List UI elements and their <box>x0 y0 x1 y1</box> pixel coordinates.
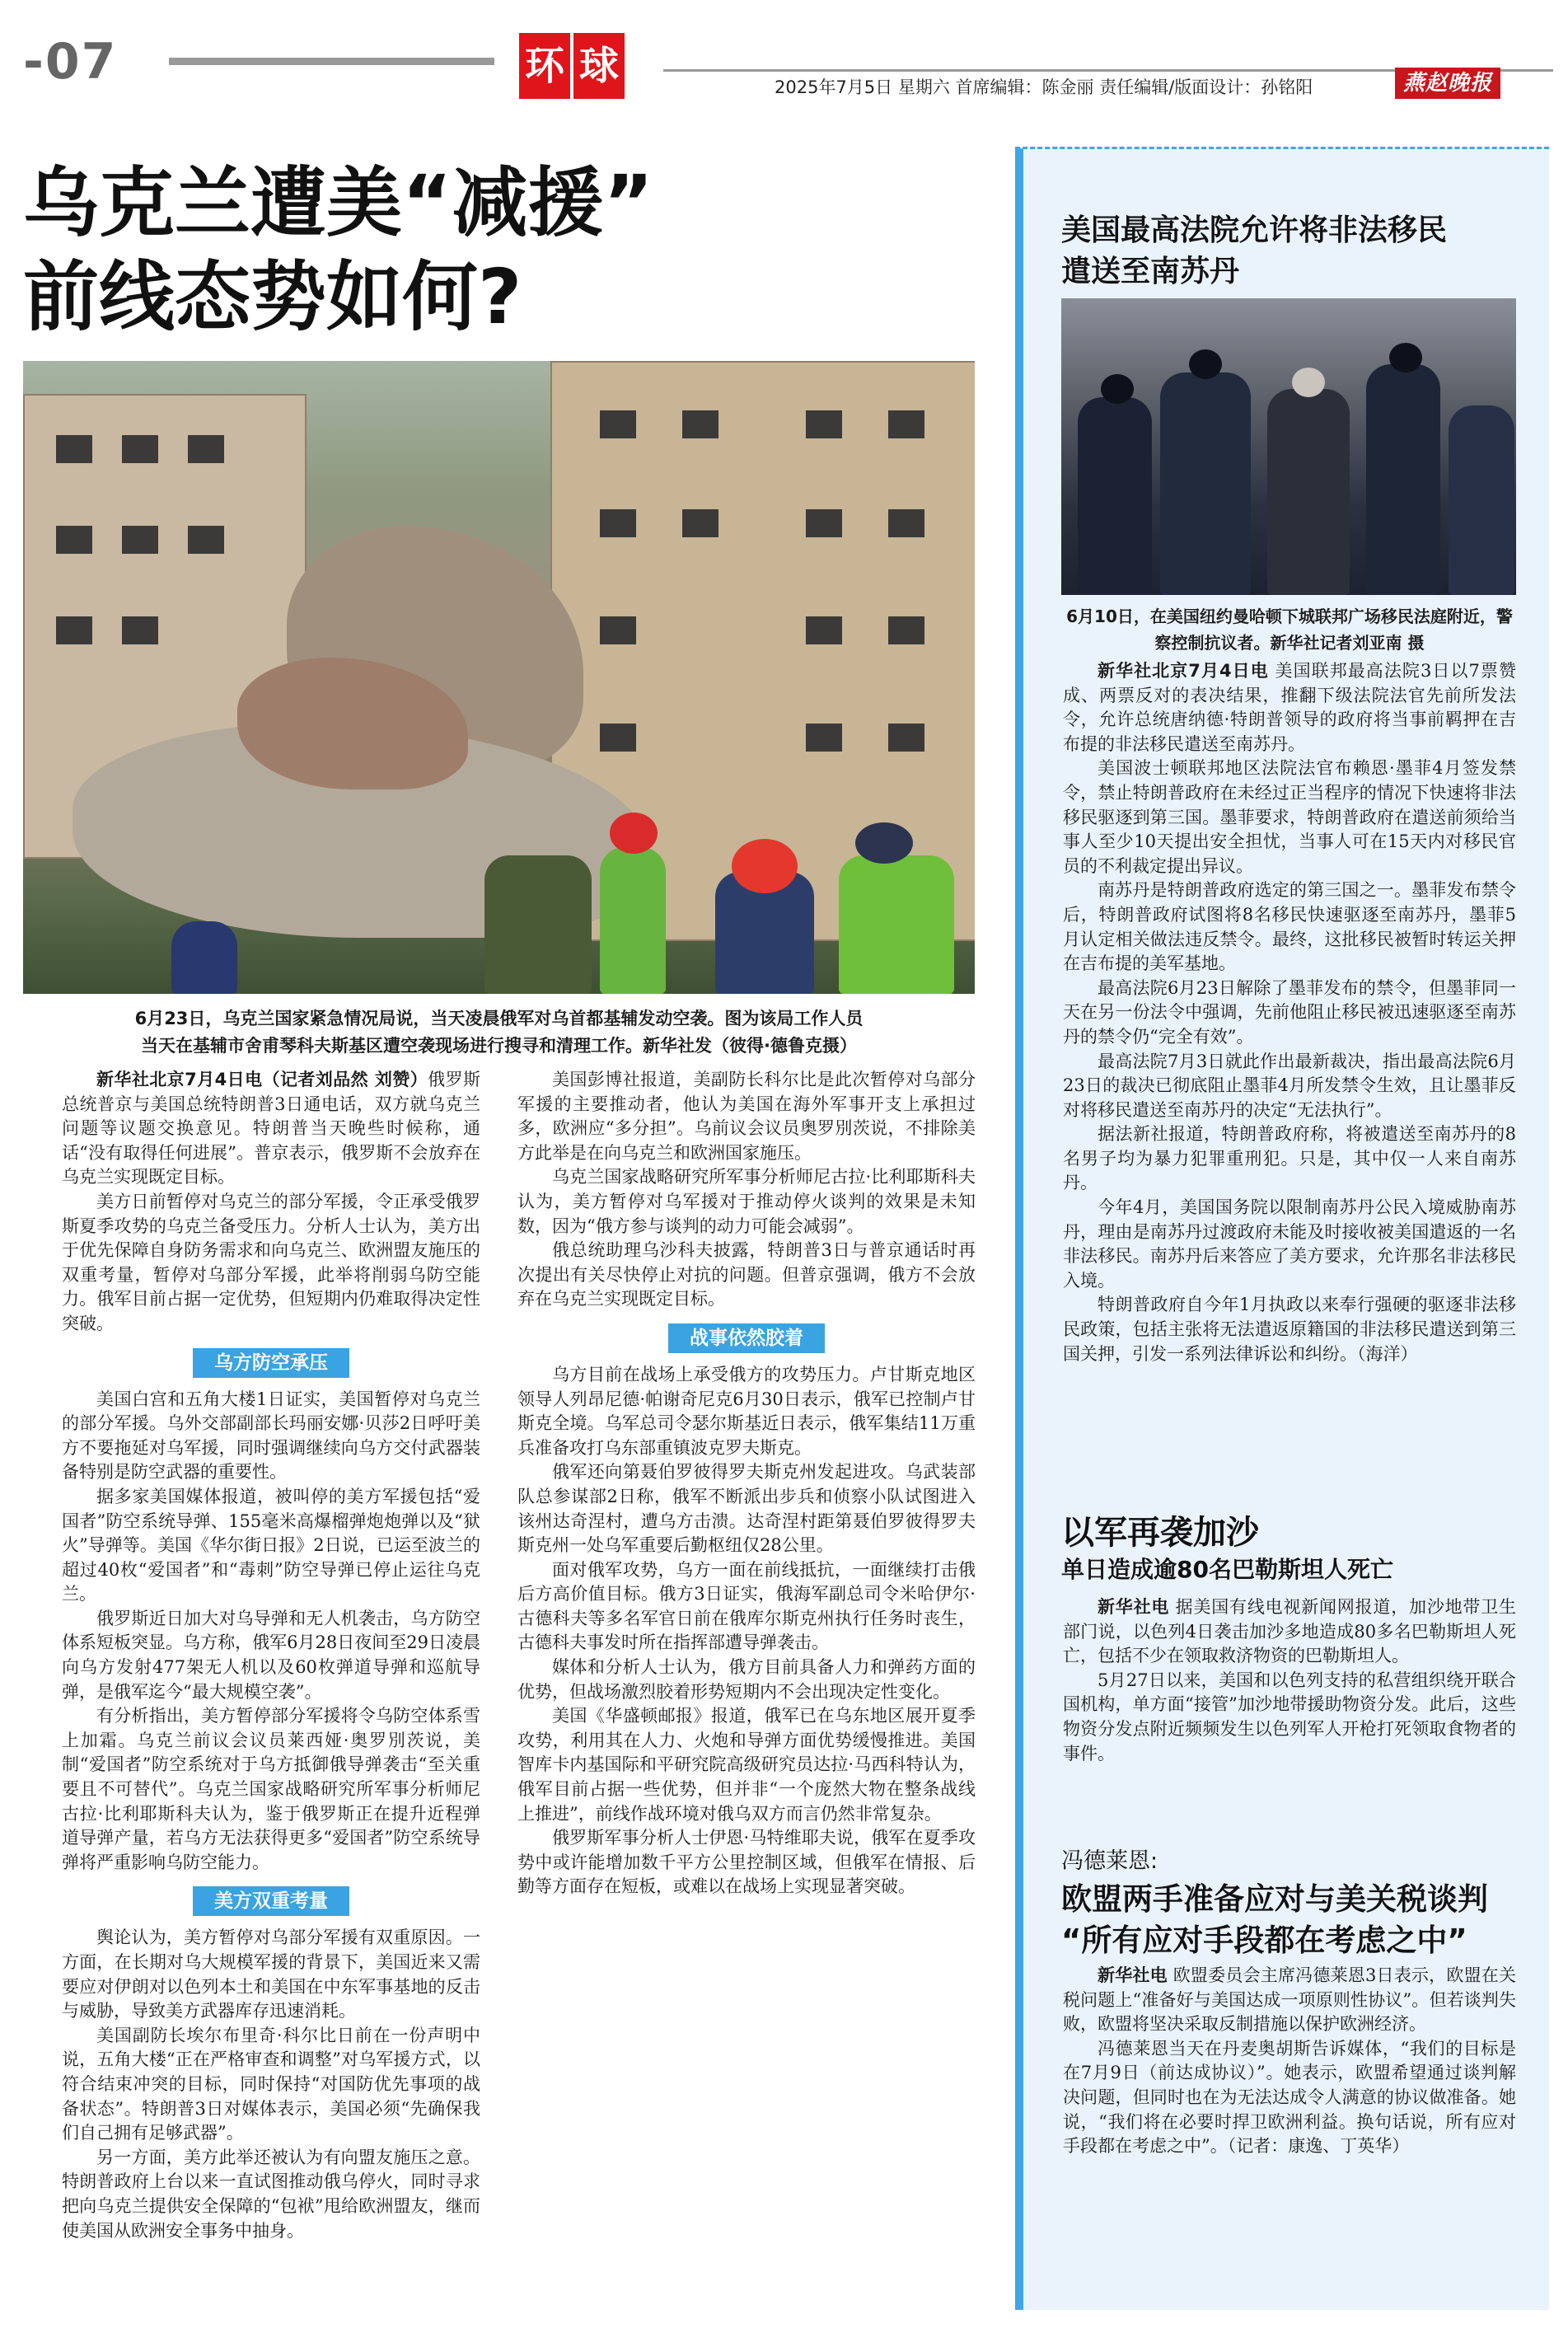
sidebar-photo-caption: 6月10日，在美国纽约曼哈顿下城联邦广场移民法庭附近，警察控制抗议者。新华社记者刘亚南 摄 <box>1066 607 1513 653</box>
paragraph: 乌方目前在战场上承受俄方的攻势压力。卢甘斯克地区领导人列昂尼德·帕谢奇尼克6月30日表示，俄军已控制卢甘斯克全境。乌军总司令瑟尔斯基近日表示，俄军集结11万重兵准备攻打乌东部重镇波克罗夫斯克。 <box>517 1364 976 1458</box>
paragraph: 舆论认为，美方暂停对乌部分军援有双重原因。一方面，在长期对乌大规模军援的背景下，美国近来又需要应对伊朗对以色列本土和美国在中东军事基地的反击与威胁，导致美方武器库存迅速消耗。 <box>62 1928 480 2021</box>
paragraph: 冯德莱恩当天在丹麦奥胡斯告诉媒体，“我们的目标是在7月9日（前达成协议）”。她表示，欧盟希望通过谈判解决问题，但同时也在为无法达成令人满意的协议做准备。她说，“我们将在必要时捍卫欧洲利益。换句话说，所有应对手段都在考虑之中”。（记者：康逸、丁英华） <box>1063 2038 1516 2157</box>
sidebar-story3-kicker: 冯德莱恩: <box>1061 1848 1158 1874</box>
sidebar-photo-police-protest <box>1061 298 1516 595</box>
paragraph: 媒体和分析人士认为，俄方目前具备人力和弹药方面的优势，但战场激烈胶着形势短期内不会出现决定性变化。 <box>517 1657 976 1702</box>
title-line-1: 欧盟两手准备应对与美关税谈判 <box>1061 1881 1488 1917</box>
paragraph <box>1063 659 1516 756</box>
section-char-2: 球 <box>573 33 625 99</box>
story2-dateline: 新华社电 <box>1098 1597 1170 1617</box>
newspaper-logo: 燕赵晚报 <box>1395 68 1500 99</box>
subhead-fighting-deadlocked: 战事依然胶着 <box>668 1323 825 1353</box>
paragraph: 俄罗斯近日加大对乌导弹和无人机袭击，乌方防空体系短板突显。乌方称，俄军6月28日夜间至29日凌晨向乌方发射477架无人机以及60枚弹道导弹和巡航导弹，是俄军迄今“最大规模空袭”。 <box>62 1608 480 1702</box>
lead-text: 俄罗斯总统普京与美国总统特朗普3日通电话，双方就乌克兰问题等议题交换意见。特朗普当天晚些时候称，通话“没有取得任何进展”。普京表示，俄罗斯不会放弃在乌克兰实现既定目标。 <box>62 1070 480 1187</box>
caption-line-1: 6月23日，乌克兰国家紧急情况局说，当天凌晨俄军对乌首都基辅发动空袭。图为该局工作人员 <box>134 1009 864 1028</box>
lead-dateline: 新华社北京7月4日电（记者刘品然 刘赞） <box>96 1070 428 1089</box>
paragraph: 另一方面，美方此举还被认为有向盟友施压之意。特朗普政府上台以来一直试图推动俄乌停火，同时寻求把向乌克兰提供安全保障的“包袱”甩给欧洲盟友，继而使美国从欧洲安全事务中抽身。 <box>62 2147 480 2241</box>
issue-info: 2025年7月5日 星期六 首席编辑：陈金丽 责任编辑/版面设计：孙铭阳 <box>775 77 1313 97</box>
title-line-2: “所有应对手段都在考虑之中” <box>1061 1923 1467 1958</box>
caption-line-2: 当天在基辅市舍甫琴科夫斯基区遭空袭现场进行搜寻和清理工作。新华社发（彼得·德鲁克摄） <box>141 1036 857 1056</box>
story3-dateline: 新华社电 <box>1098 1965 1168 1985</box>
paragraph: 据多家美国媒体报道，被叫停的美方军援包括“爱国者”防空系统导弹、155毫米高爆榴弹炮炮弹以及“狱火”导弹等。美国《华尔街日报》2日说，已运至波兰的超过40枚“爱国者”和“毒刺”防空导弹已停止运往乌克兰。 <box>62 1486 480 1604</box>
subhead-us-considerations: 美方双重考量 <box>193 1886 349 1916</box>
subhead-air-defense: 乌方防空承压 <box>193 1348 349 1378</box>
paragraph: 俄总统助理乌沙科夫披露，特朗普3日与普京通话时再次提出有关尽快停止对抗的问题。但普京强调，俄方不会放弃在乌克兰实现既定目标。 <box>517 1240 976 1309</box>
section-char-1: 环 <box>519 33 570 99</box>
main-photo-damaged-building <box>23 361 975 994</box>
sidebar-story3-title <box>1061 1879 1531 1961</box>
paragraph: 美国波士顿联邦地区法院法官布赖恩·墨菲4月签发禁令，禁止特朗普政府在未经过正当程序的情况下快速将非法移民驱逐到第三国。墨菲要求，特朗普政府在遣送前须给当事人至少10天提出安全担忧，当事人可在15天内对移民官员的不利裁定提出异议。 <box>1063 758 1516 876</box>
paragraph: 特朗普政府自今年1月执政以来奉行强硬的驱逐非法移民政策，包括主张将无法遣返原籍国的非法移民遣送到第三国关押，引发一系列法律诉讼和纠纷。（海洋） <box>1063 1295 1516 1364</box>
main-story-column-2 <box>517 1068 976 1899</box>
sidebar-story1-title <box>1061 210 1531 293</box>
paragraph: 乌克兰国家战略研究所军事分析师尼古拉·比利耶斯科夫认为，美方暂停对乌军援对于推动停火谈判的效果是未知数，因为“俄方参与谈判的动力可能会减弱”。 <box>517 1167 976 1236</box>
paragraph: 最高法院6月23日解除了墨菲发布的禁令，但墨菲同一天在另一份法令中强调，先前他阻止移民被迅速驱逐至南苏丹的禁令仍“完全有效”。 <box>1063 977 1516 1047</box>
paragraph <box>1063 1964 1516 2037</box>
paragraph: 面对俄军攻势，乌方一面在前线抵抗，一面继续打击俄后方高价值目标。俄方3日证实，俄海军副总司令米哈伊尔·古德科夫等多名军官日前在俄库尔斯克州执行任务时丧生，古德科夫事发时所在指挥部遭导弹袭击。 <box>517 1559 976 1653</box>
main-story-column-1 <box>62 1068 480 2243</box>
header-rule-left <box>169 58 494 65</box>
paragraph <box>1063 1595 1516 1669</box>
paragraph: 美国《华盛顿邮报》报道，俄军已在乌东地区展开夏季攻势，利用其在人力、火炮和导弹方面优势缓慢推进。美国智库卡内基国际和平研究院高级研究员达拉·马西科特认为，俄军目前占据一些优势，但并非“一个庞然大物在整条战线上推进”，前线作战环境对俄乌双方而言仍然非常复杂。 <box>517 1706 976 1824</box>
paragraph: 今年4月，美国国务院以限制南苏丹公民入境威胁南苏丹，理由是南苏丹过渡政府未能及时接收被美国遣返的一名非法移民。南苏丹后来答应了美方要求，允许那名非法移民入境。 <box>1063 1197 1516 1290</box>
sidebar-story2-body <box>1063 1595 1516 1766</box>
paragraph: 5月27日以来，美国和以色列支持的私营组织绕开联合国机构，单方面“接管”加沙地带援助物资分发。此后，这些物资分发点附近频频发生以色列军人开枪打死领取食物者的事件。 <box>1063 1670 1516 1764</box>
paragraph: 美国副防长埃尔布里奇·科尔比日前在一份声明中说，五角大楼“正在严格审查和调整”对乌军援方式，以符合结束冲突的目标，同时保持“对国防优先事项的战备状态”。特朗普3日对媒体表示，美国必须“先确保我们自己拥有足够武器”。 <box>62 2025 480 2143</box>
page-number: -07 <box>23 33 118 91</box>
headline-line-1: 乌克兰遭美“减援” <box>23 159 653 247</box>
sidebar-story2-subtitle: 单日造成逾80名巴勒斯坦人死亡 <box>1061 1556 1393 1583</box>
paragraph: 俄罗斯军事分析人士伊恩·马特维耶夫说，俄军在夏季攻势中或许能增加数千平方公里控制区域，但俄军在情报、后勤等方面存在短板，或难以在战场上实现显著突破。 <box>517 1828 976 1897</box>
story1-dateline: 新华社北京7月4日电 <box>1098 661 1269 681</box>
lead-paragraph <box>62 1068 480 1190</box>
title-line-1: 美国最高法院允许将非法移民 <box>1061 213 1448 247</box>
paragraph: 美方日前暂停对乌克兰的部分军援，令正承受俄罗斯夏季攻势的乌克兰备受压力。分析人士认为，美方出于优先保障自身防务需求和向乌克兰、欧洲盟友施压的双重考量，暂停对乌部分军援，此举将削弱乌防空能力。俄军目前占据一定优势，但短期内仍难取得决定性突破。 <box>62 1191 480 1333</box>
paragraph: 美国白宫和五角大楼1日证实，美国暂停对乌克兰的部分军援。乌外交部副部长玛丽安娜·贝莎2日呼吁美方不要拖延对乌军援，同时强调继续向乌方交付武器装备特别是防空武器的重要性。 <box>62 1389 480 1483</box>
sidebar-story2-title: 以军再袭加沙 <box>1061 1514 1259 1552</box>
main-headline <box>23 157 987 344</box>
paragraph: 有分析指出，美方暂停部分军援将令乌防空体系雪上加霜。乌克兰前议会议员莱西娅·奥罗別茨说，美制“爱国者”防空系统对于乌方抵御俄导弹袭击“至关重要且不可替代”。乌克兰国家战略研究所军事分析师尼古拉·比利耶斯科夫认为，鉴于俄罗斯正在提升近程弹道导弹产量，若乌方无法获得更多“爱国者”防空系统导弹将严重影响乌防空能力。 <box>62 1706 480 1872</box>
main-photo-caption <box>23 1005 975 1060</box>
headline-line-2: 前线态势如何? <box>23 253 522 341</box>
paragraph: 俄军还向第聂伯罗彼得罗夫斯克州发起进攻。乌武装部队总参谋部2日称，俄军不断派出步兵和侦察小队试图进入该州达奇涅村，遭乌方击溃。达奇涅村距第聂伯罗彼得罗夫斯克州一处乌军重要后勤枢纽仅28公里。 <box>517 1462 976 1556</box>
paragraph: 最高法院7月3日就此作出最新裁决，指出最高法院6月23日的裁决已彻底阻止墨菲4月所发禁令生效，且让墨菲反对将移民遣送至南苏丹的决定“无法执行”。 <box>1063 1051 1516 1120</box>
section-mark <box>519 33 625 99</box>
title-line-2: 遣送至南苏丹 <box>1061 255 1240 288</box>
paragraph: 美国彭博社报道，美副防长科尔比是此次暂停对乌部分军援的主要推动者，他认为美国在海外军事开支上承担过多，欧洲应“多分担”。乌前议会议员奥罗別茨说，不排除美方此举是在向乌克兰和欧洲国家施压。 <box>517 1070 976 1163</box>
story3-lead: 欧盟委员会主席冯德莱恩3日表示，欧盟在关税问题上“准备好与美国达成一项原则性协议”。但若谈判失败，欧盟将坚决采取反制措施以保护欧洲经济。 <box>1063 1965 1516 2035</box>
story1-lead: 美国联邦最高法院3日以7票赞成、两票反对的表决结果，推翻下级法院法官先前所发法令，允许总统唐纳德·特朗普领导的政府将当事前羁押在吉布提的非法移民遣送至南苏丹。 <box>1063 661 1516 754</box>
sidebar-story3-body <box>1063 1964 1516 2159</box>
paragraph: 据法新社报道，特朗普政府称，将被遣送至南苏丹的8名男子均为暴力犯罪重刑犯。只是，其中仅一人来自南苏丹。 <box>1063 1124 1516 1193</box>
paragraph: 南苏丹是特朗普政府选定的第三国之一。墨菲发布禁令后，特朗普政府试图将8名移民快速驱逐至南苏丹，墨菲5月认定相关做法违反禁令。最终，这批移民被暂时转运关押在吉布提的美军基地。 <box>1063 880 1516 974</box>
story2-lead: 据美国有线电视新闻网报道，加沙地带卫生部门说，以色列4日袭击加沙多地造成80多名巴勒斯坦人死亡，包括不少在领取救济物资的巴勒斯坦人。 <box>1063 1597 1517 1666</box>
sidebar-story1-body <box>1063 659 1516 1366</box>
